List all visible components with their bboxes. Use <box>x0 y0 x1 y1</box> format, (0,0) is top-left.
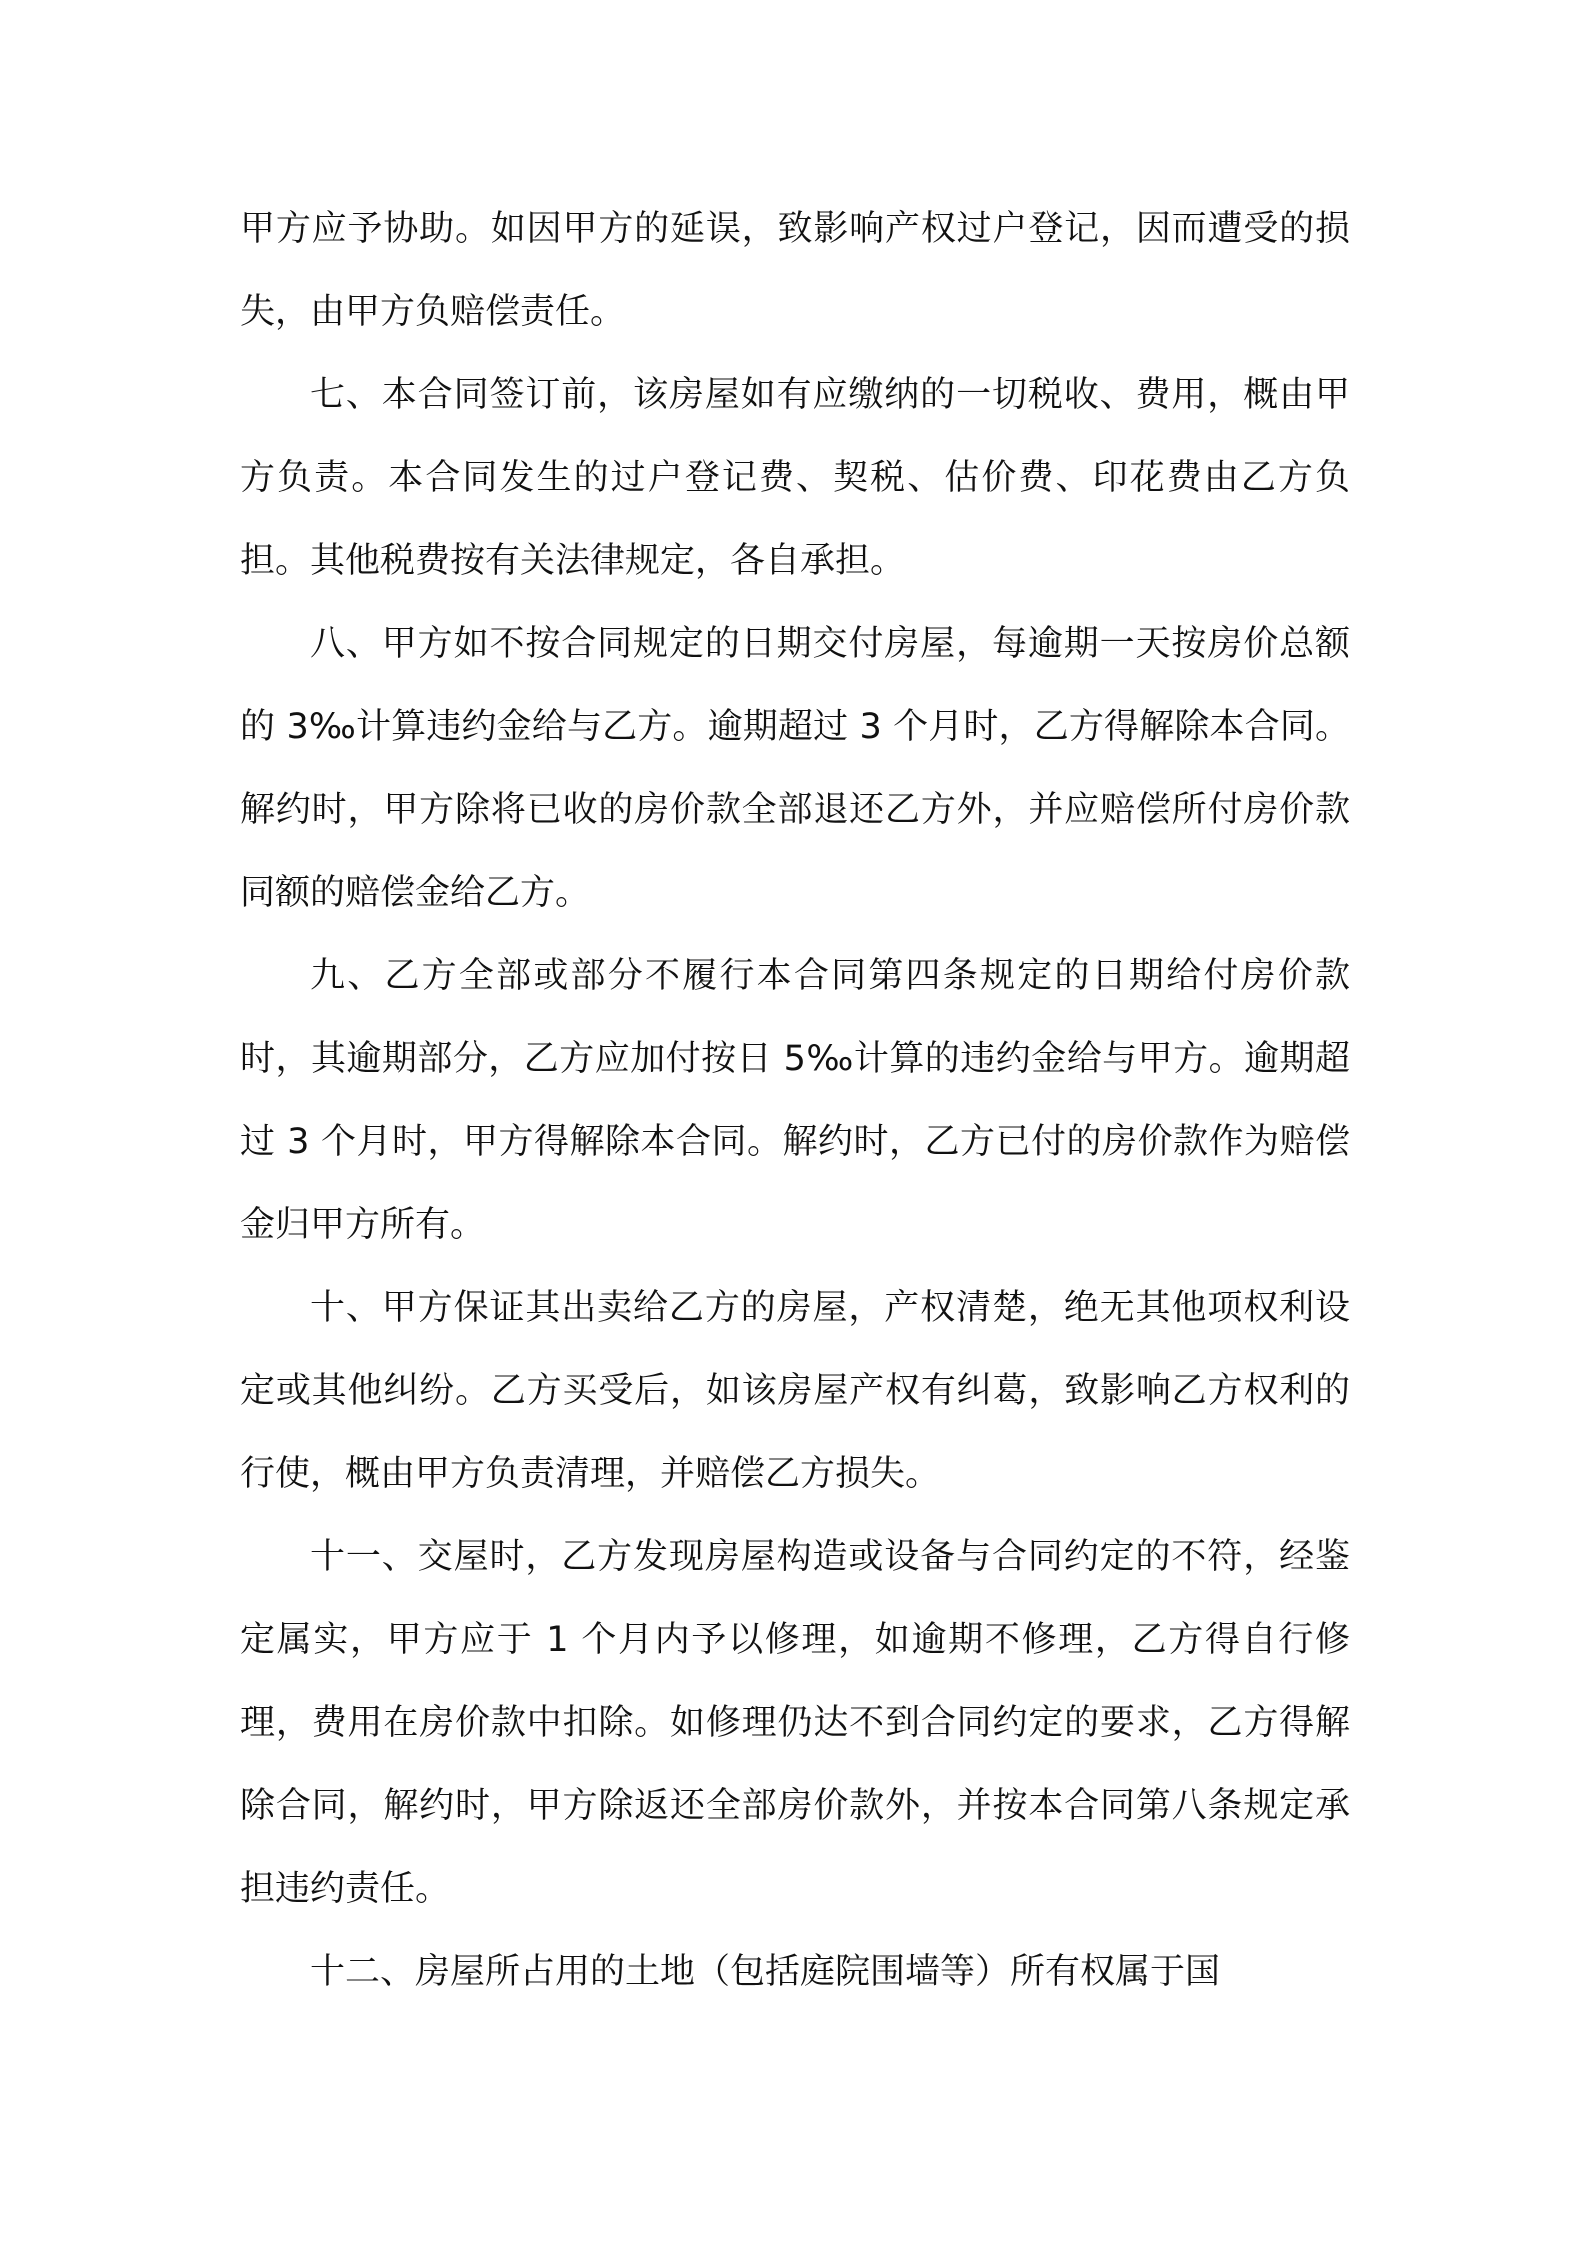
paragraph-continuation: 甲方应予协助。如因甲方的延误，致影响产权过户登记，因而遭受的损失，由甲方负赔偿责任。 <box>240 209 1350 332</box>
paragraph-clause-12: 十二、房屋所占用的土地（包括庭院围墙等）所有权属于国 <box>310 1952 1221 1992</box>
document-body <box>240 188 1350 2014</box>
paragraph-clause-10: 十、甲方保证其出卖给乙方的房屋，产权清楚，绝无其他项权利设定或其他纠纷。乙方买受后，如该房屋产权有纠葛，致影响乙方权利的行使，概由甲方负责清理，并赔偿乙方损失。 <box>240 1288 1350 1494</box>
paragraph-clause-7: 七、本合同签订前，该房屋如有应缴纳的一切税收、费用，概由甲方负责。本合同发生的过户登记费、契税、估价费、印花费由乙方负担。其他税费按有关法律规定，各自承担。 <box>240 375 1350 581</box>
paragraph-clause-8: 八、甲方如不按合同规定的日期交付房屋，每逾期一天按房价总额的 3‰计算违约金给与乙方。逾期超过 3 个月时，乙方得解除本合同。解约时，甲方除将已收的房价款全部退还乙方外，并应赔偿所付房价款同额的赔偿金给乙方。 <box>240 624 1350 913</box>
paragraph-clause-9: 九、乙方全部或部分不履行本合同第四条规定的日期给付房价款时，其逾期部分，乙方应加付按日 5‰计算的违约金给与甲方。逾期超过 3 个月时，甲方得解除本合同。解约时，乙方已付的房价款作为赔偿金归甲方所有。 <box>240 956 1350 1245</box>
paragraph-clause-11: 十一、交屋时，乙方发现房屋构造或设备与合同约定的不符，经鉴定属实，甲方应于 1 个月内予以修理，如逾期不修理，乙方得自行修理，费用在房价款中扣除。如修理仍达不到合同约定的要求，乙方得解除合同，解约时，甲方除返还全部房价款外，并按本合同第八条规定承担违约责任。 <box>240 1537 1350 1909</box>
